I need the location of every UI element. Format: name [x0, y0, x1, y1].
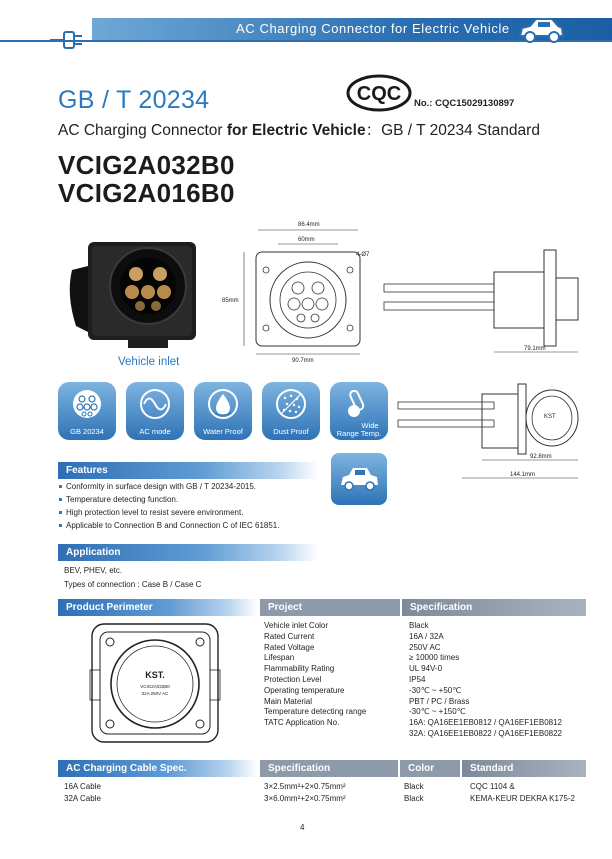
spec-item: 32A: QA16EE1EB0822 / QA16EF1EB0822: [409, 728, 562, 738]
dim-bottom: 90.7mm: [292, 358, 314, 364]
spec-item: ≥ 10000 times: [409, 653, 460, 663]
page-header: [0, 0, 612, 58]
cable-spec: 3×2.5mm²+2×0.75mm²: [264, 782, 346, 791]
cable-spec: 3×6.0mm²+2×0.75mm²: [264, 794, 346, 803]
spec-item: 16A / 32A: [409, 631, 444, 641]
subtitle-bold: for Electric Vehicle: [226, 122, 366, 139]
page-number: 4: [300, 823, 305, 832]
cable-color-column: [404, 781, 424, 805]
model-number-2: VCIG2A016B0: [58, 178, 235, 208]
dim-holes: 4-Ø7: [356, 252, 370, 258]
feature-label-dust: Dust Proof: [273, 427, 309, 436]
feature-label-gb: GB 20234: [70, 427, 104, 436]
feature-item: Conformity in surface design with GB / T 20234-2015.: [58, 480, 279, 493]
feature-icon-temp: [330, 382, 388, 440]
feature-item: High protection level to resist severe environment.: [58, 506, 279, 519]
feature-label-temp: [330, 422, 388, 438]
feature-item: Temperature detecting function.: [58, 493, 279, 506]
dim-top-outer: 86.4mm: [298, 222, 320, 228]
application-line-2: Types of connection : Case B / Case C: [64, 580, 202, 589]
cqc-logo: [346, 74, 412, 112]
socket-icon: [70, 387, 104, 421]
features-list: [58, 480, 279, 532]
dim-top-inner: 60mm: [298, 237, 315, 243]
header-title: AC Charging Connector for Electric Vehicle: [236, 21, 510, 36]
project-item: Lifespan: [264, 653, 295, 663]
subtitle-plain: AC Charging Connector: [58, 122, 227, 139]
feature-label-water: Water Proof: [203, 427, 243, 436]
thermometer-icon: [342, 387, 376, 421]
perimeter-drawing: [88, 620, 222, 746]
perimeter-spec-column: [409, 621, 562, 740]
project-item: Protection Level: [264, 674, 322, 684]
project-item: Vehicle inlet Color: [264, 621, 329, 630]
project-item: TATC Application No.: [264, 718, 340, 728]
feature-icon-row: [58, 382, 388, 444]
spec-item: 250V AC: [409, 642, 441, 652]
feature-icon-dust: [262, 382, 320, 440]
spec-item: Black: [409, 621, 429, 630]
spec-item: -30℃ ~ +150℃: [409, 707, 466, 717]
model-number-1: VCIG2A032B0: [58, 150, 235, 180]
vehicle-inlet-photo: [66, 240, 206, 352]
cable-name: 32A Cable: [64, 794, 101, 803]
feature-item: Applicable to Connection B and Connection C of IEC 61851.: [58, 519, 279, 532]
cqc-number: No.: CQC15029130897: [414, 98, 515, 109]
cable-standard: CQC 1104 &: [470, 782, 515, 791]
perimeter-rating: 32A 250V AC: [141, 691, 169, 696]
spec-item: UL 94V-0: [409, 664, 443, 674]
cable-col-spec: Specification: [260, 760, 398, 777]
application-header: Application: [58, 544, 318, 561]
perimeter-col-project: Project: [260, 599, 400, 616]
project-item: Main Material: [264, 696, 313, 706]
water-drop-icon: [206, 387, 240, 421]
rear-view-drawing: [398, 380, 586, 484]
cable-header: AC Charging Cable Spec.: [58, 760, 258, 777]
feature-icon-gb: [58, 382, 116, 440]
spec-item: 16A: QA16EE1EB0812 / QA16EF1EB0812: [409, 718, 562, 728]
plug-icon: [50, 27, 86, 49]
standard-title: GB / T 20234: [58, 86, 210, 114]
cable-name: 16A Cable: [64, 782, 101, 791]
dim-left: 85mm: [222, 298, 239, 304]
front-view-drawing: [222, 216, 388, 368]
feature-icon-ac: [126, 382, 184, 440]
spec-item: IP54: [409, 674, 426, 684]
sine-wave-icon: [138, 387, 172, 421]
dim-rear-inner: 92.8mm: [530, 454, 552, 460]
feature-label-temp-line2: Range Temp.: [336, 429, 382, 438]
cable-name-column: [64, 781, 101, 805]
spec-item: PBT / PC / Brass: [409, 696, 470, 706]
cable-col-color: Color: [400, 760, 460, 777]
dim-side-bottom: 79.1mm: [524, 346, 546, 352]
application-line-1: BEV, PHEV, etc.: [64, 566, 123, 575]
car-badge-icon: [331, 453, 387, 505]
perimeter-model: VCIG2A032B0: [140, 684, 170, 689]
perimeter-project-column: [264, 621, 366, 729]
dust-icon: [274, 387, 308, 421]
cqc-logo-text: CQC: [356, 83, 402, 105]
spec-item: -30℃ ~ +50℃: [409, 685, 462, 695]
car-icon: [516, 14, 566, 48]
feature-icon-water: [194, 382, 252, 440]
rear-label: KST: [544, 414, 556, 420]
cable-standard: KEMA-KEUR DEKRA K175-2: [470, 794, 575, 803]
project-item: Flammability Rating: [264, 664, 335, 674]
dim-rear-outer: 144.1mm: [510, 472, 536, 478]
feature-label-ac: AC mode: [139, 427, 171, 436]
project-item: Rated Voltage: [264, 642, 315, 652]
cable-spec-column: [264, 781, 346, 805]
features-header: Features: [58, 462, 318, 479]
perimeter-header: Product Perimeter: [58, 599, 258, 616]
photo-caption: Vehicle inlet: [118, 356, 180, 368]
project-item: Operating temperature: [264, 685, 345, 695]
cable-standard-column: [470, 781, 575, 805]
feature-label-temp-line1: Wide: [361, 421, 379, 430]
subtitle-tail: ：GB / T 20234 Standard: [365, 122, 540, 139]
car-badge: [331, 453, 387, 505]
side-view-drawing: [384, 244, 586, 360]
perimeter-col-spec: Specification: [402, 599, 586, 616]
perimeter-brand: KST.: [145, 670, 165, 680]
standard-subtitle: [58, 118, 540, 140]
project-item: Rated Current: [264, 631, 315, 641]
project-item: Temperature detecting range: [264, 707, 367, 717]
cable-col-standard: Standard: [462, 760, 586, 777]
cable-color: Black: [404, 782, 424, 791]
cable-color: Black: [404, 794, 424, 803]
